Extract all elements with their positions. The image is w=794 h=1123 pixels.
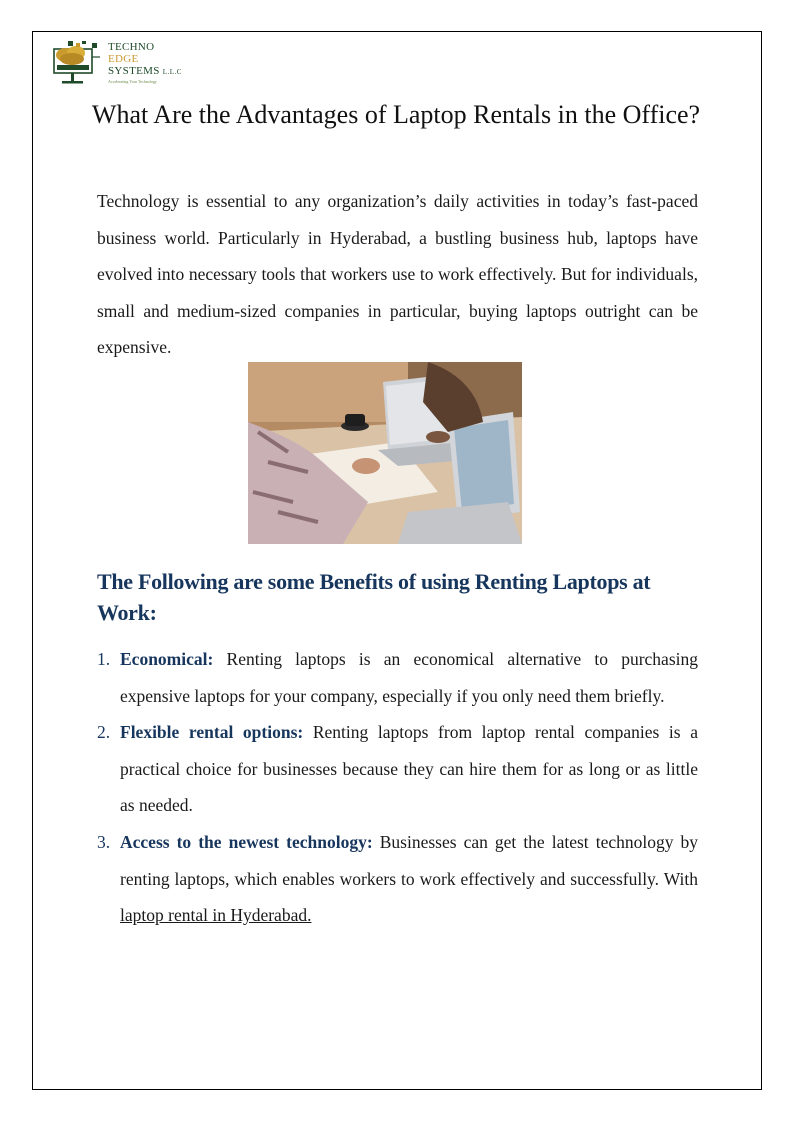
- benefit-text: Businesses can get the latest technology by renting laptops, which enables workers to work effectively and successfully. With: [120, 831, 698, 889]
- laptop-rental-link[interactable]: laptop rental in Hyderabad.: [120, 905, 312, 926]
- benefit-number: 1.: [97, 649, 111, 669]
- logo-line-3-wrap: [108, 65, 182, 78]
- laptop-workspace-photo: [248, 362, 522, 544]
- logo-tagline: Accelerating Your Technology: [108, 79, 157, 84]
- logo-line-2: EDGE: [108, 53, 139, 65]
- logo-suffix: L.L.C: [162, 68, 182, 76]
- benefit-text: Renting laptops is an economical alternative to purchasing expensive laptops for your company, especially if you only need them briefly.: [120, 649, 698, 706]
- benefits-list: [97, 641, 698, 934]
- benefit-title: Economical:: [120, 649, 214, 669]
- logo-emblem-icon: [52, 39, 104, 85]
- benefit-title: Access to the newest technology:: [120, 831, 373, 852]
- logo-text: [108, 41, 182, 78]
- logo-line-1: TECHNO: [108, 41, 155, 53]
- article-title: What Are the Advantages of Laptop Rentals in the Office?: [91, 100, 701, 129]
- benefit-item: [97, 641, 698, 714]
- benefit-number: 2.: [97, 722, 111, 743]
- benefit-item: [97, 714, 698, 824]
- laptop-photo-illustration: [248, 362, 522, 544]
- logo-line-3: SYSTEMS: [108, 65, 160, 77]
- intro-paragraph: Technology is essential to any organization’s daily activities in today’s fast-paced business world. Particularly in Hyderabad, a bustling business hub, laptops have evolved into necessary tools that workers use to work effectively. But for individuals, small and medium-sized companies in particular, buying laptops outright can be expensive.: [97, 191, 698, 358]
- benefit-number: 3.: [97, 831, 111, 852]
- benefit-item: [97, 824, 698, 934]
- benefit-title: Flexible rental options:: [120, 722, 304, 743]
- benefit-text: Renting laptops from laptop rental companies is a practical choice for businesses because they can hire them for as long or as little as needed.: [120, 722, 698, 816]
- benefits-heading: The Following are some Benefits of using Renting Laptops at Work:: [97, 569, 651, 625]
- company-logo: [52, 39, 202, 87]
